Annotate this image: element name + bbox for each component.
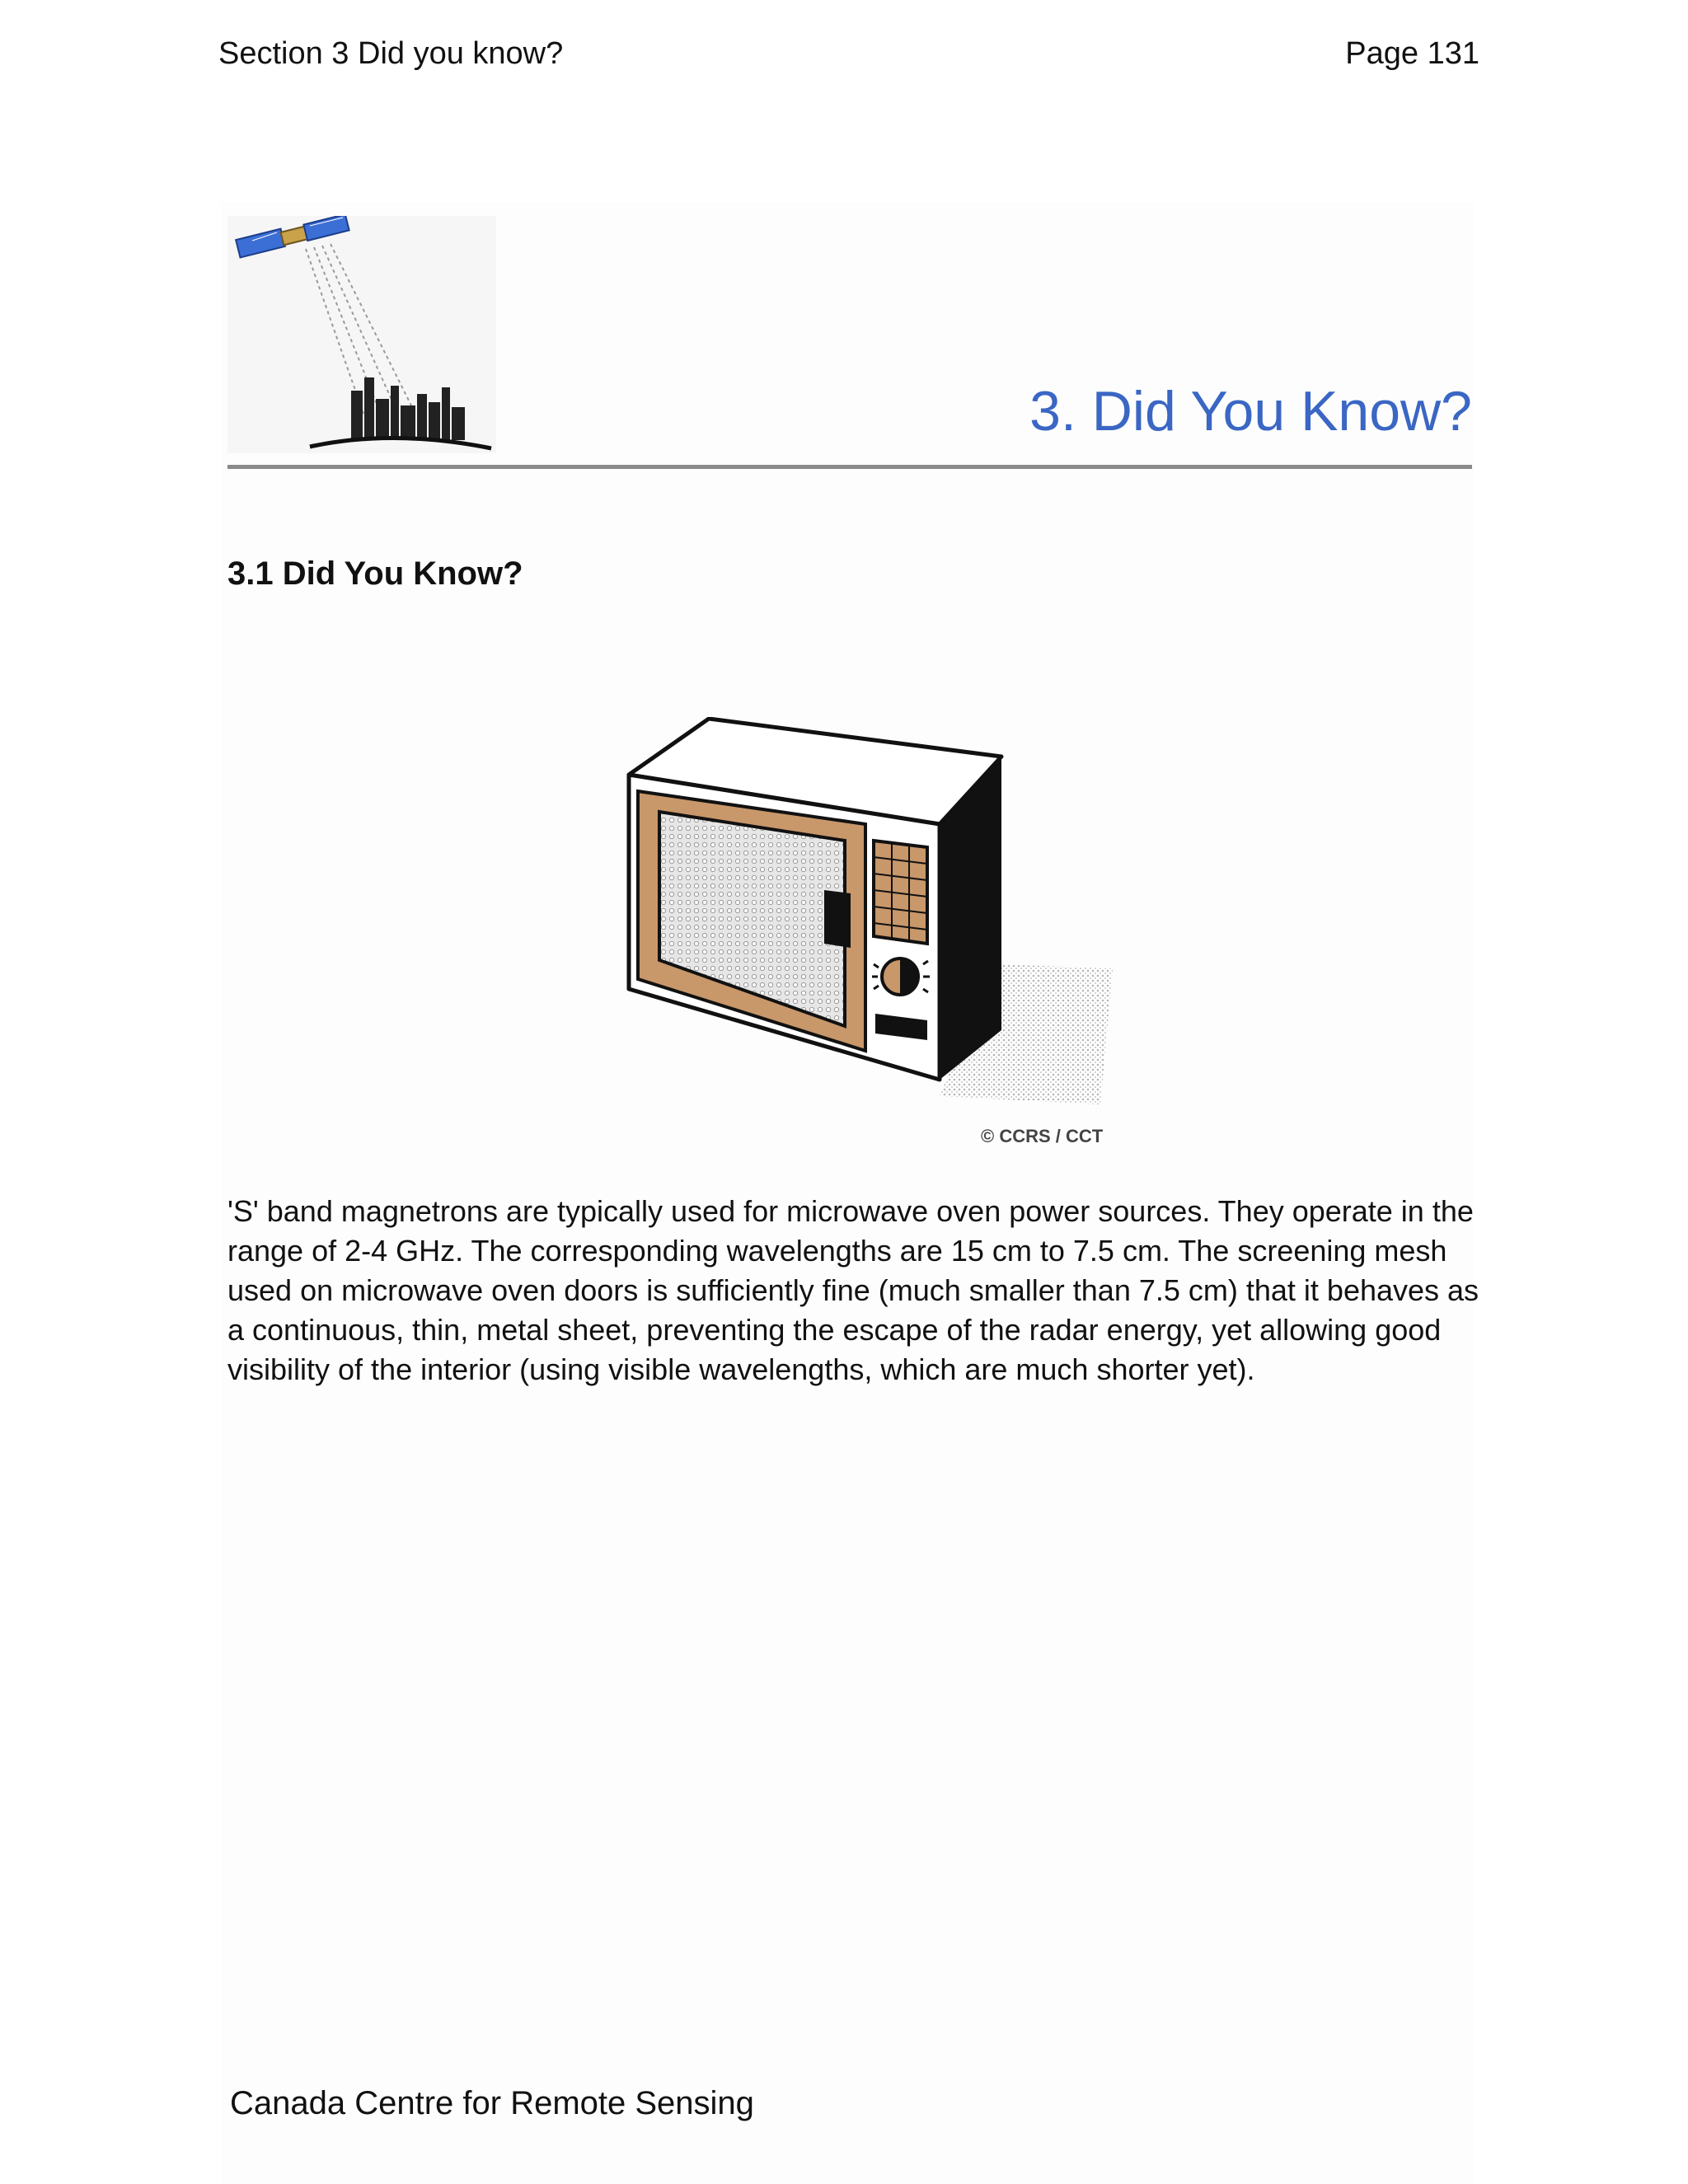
title-divider bbox=[227, 465, 1472, 469]
microwave-oven-illustration bbox=[626, 717, 1121, 1146]
running-header bbox=[218, 36, 1479, 77]
footer-organization: Canada Centre for Remote Sensing bbox=[230, 2085, 754, 2121]
header-section: Section 3 Did you know? bbox=[218, 36, 564, 71]
oven-door-handle bbox=[824, 890, 851, 948]
satellite-city-banner-image bbox=[227, 216, 496, 453]
body-paragraph bbox=[227, 1192, 1480, 1390]
header-page-number: Page 131 bbox=[1345, 36, 1479, 71]
keypad-icon bbox=[874, 841, 927, 944]
chapter-title: 3. Did You Know? bbox=[1029, 380, 1472, 443]
section-heading: 3.1 Did You Know? bbox=[227, 555, 523, 592]
figure-credit: © CCRS / CCT bbox=[981, 1126, 1104, 1146]
body-paragraph-text: 'S' band magnetrons are typically used for microwave oven power sources. They operate in the range of 2-4 GHz. The corresponding wavelengths are 15 cm to 7.5 cm. The screening mesh used on microwave oven doors is sufficiently fine (much smaller than 7.5 cm) that it behaves as a continuous, thin, metal sheet, preventing the escape of the radar energy, yet allowing good visibility of the interior (using visible wavelengths, which are much shorter yet). bbox=[227, 1194, 1479, 1386]
